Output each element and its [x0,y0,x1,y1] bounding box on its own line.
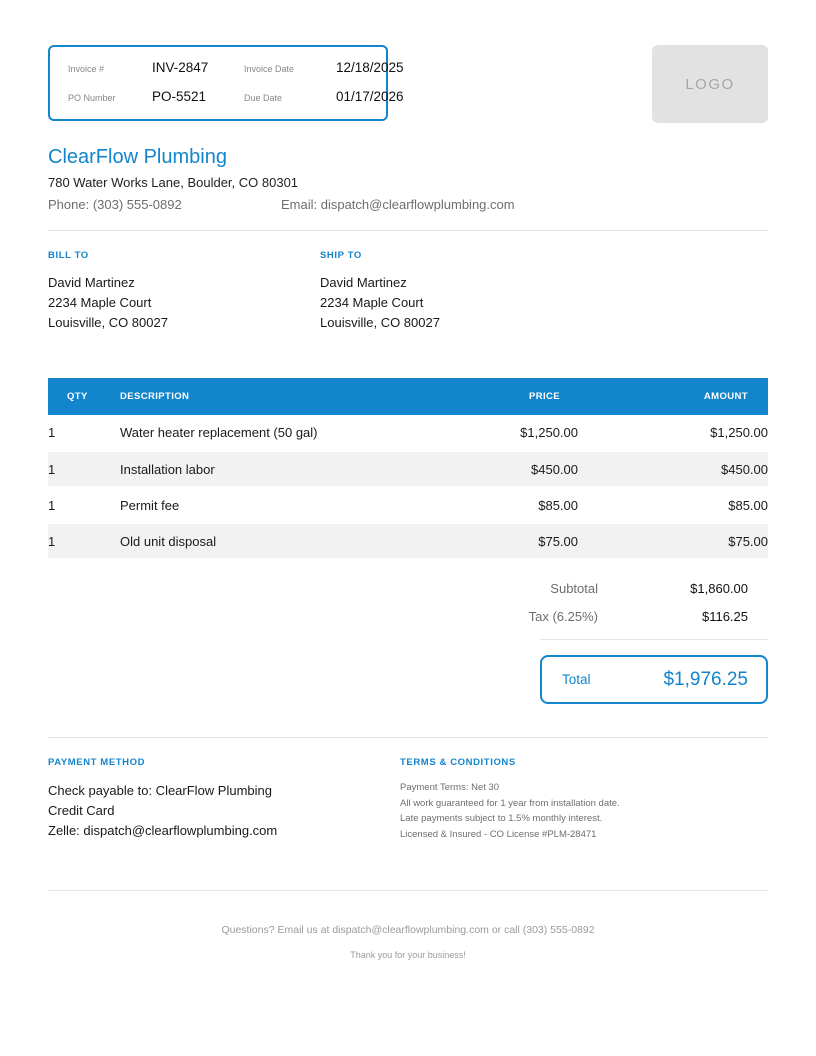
company-block [48,146,768,212]
due-date-value: 01/17/2026 [336,89,404,104]
company-contact [48,197,768,212]
ship-to-street: 2234 Maple Court [320,295,424,310]
invoice-date-label: Invoice Date [244,64,295,74]
bill-to-lines [48,273,320,333]
bill-to-block [48,250,320,333]
table-row [48,487,768,523]
divider-above-footer [48,890,768,891]
total-value: $1,976.25 [663,668,748,690]
payment-terms-section [48,757,768,842]
ship-to-city: Louisville, CO 80027 [320,315,440,330]
footer-contact-line: Questions? Email us at dispatch@clearflowplumbing.com or call (303) 555-0892 [221,924,595,936]
footer-thanks-line: Thank you for your business! [350,950,466,960]
total-label: Total [562,672,591,687]
table-row [48,451,768,487]
item-price: $75.00 [538,533,578,549]
payment-method-heading: PAYMENT METHOD [48,757,146,768]
invoice-header [48,45,768,123]
company-phone: Phone: (303) 555-0892 [48,197,182,212]
logo-text: LOGO [685,75,735,93]
ship-to-heading: SHIP TO [320,250,362,261]
column-header-price: PRICE [418,378,578,415]
parties-section [48,250,768,333]
bill-to-city: Louisville, CO 80027 [48,315,168,330]
invoice-number-label: Invoice # [68,64,105,74]
item-amount: $1,250.00 [710,425,768,440]
terms-block [400,757,620,842]
item-qty: 1 [48,461,56,477]
tax-value: $116.25 [701,609,748,624]
totals-section [48,581,768,704]
payment-line-credit-card: Credit Card [48,803,115,818]
payment-method-lines [48,781,400,841]
tax-row [488,609,768,624]
item-description: Installation labor [120,461,215,477]
ship-to-block [320,250,440,333]
po-number-label: PO Number [68,93,116,103]
payment-method-block [48,757,400,842]
terms-lines [400,780,620,842]
company-email: Email: dispatch@clearflowplumbing.com [281,197,515,212]
bill-to-heading: BILL TO [48,250,89,261]
item-price: $85.00 [538,497,578,513]
company-name: ClearFlow Plumbing [48,146,227,168]
ship-to-name: David Martinez [320,275,407,290]
items-table-header [48,378,768,415]
ship-to-lines [320,273,440,333]
terms-line-license: Licensed & Insured - CO License #PLM-28471 [400,828,597,840]
subtotal-row [488,581,768,596]
item-price: $450.00 [531,461,578,477]
item-qty: 1 [48,497,56,513]
column-header-qty: QTY [48,378,120,415]
invoice-footer [48,924,768,960]
invoice-meta-box [48,45,404,121]
item-qty: 1 [48,425,56,440]
terms-line-guarantee: All work guaranteed for 1 year from installation date. [400,797,620,809]
items-table [48,378,768,560]
divider-above-payment [48,737,768,738]
item-description: Water heater replacement (50 gal) [120,425,318,440]
totals-divider [540,639,768,640]
item-description: Permit fee [120,497,180,513]
divider-above-parties [48,230,768,231]
terms-line-net: Payment Terms: Net 30 [400,782,500,793]
item-amount: $450.00 [721,461,768,477]
subtotal-label: Subtotal [550,581,598,596]
terms-heading: TERMS & CONDITIONS [400,757,516,768]
item-qty: 1 [48,533,56,549]
item-amount: $85.00 [728,497,768,513]
subtotal-value: $1,860.00 [690,581,748,596]
column-header-description: DESCRIPTION [120,378,418,415]
terms-line-late: Late payments subject to 1.5% monthly interest. [400,813,603,824]
invoice-date-value: 12/18/2025 [336,60,404,75]
column-header-amount: AMOUNT [578,378,768,415]
logo-placeholder [652,45,768,123]
table-row [48,523,768,559]
due-date-label: Due Date [244,93,283,103]
invoice-number-value: INV-2847 [152,60,209,75]
invoice-meta-grid [68,60,404,104]
tax-label: Tax (6.25%) [528,609,598,624]
item-price: $1,250.00 [520,425,578,440]
table-row [48,415,768,451]
payment-line-zelle: Zelle: dispatch@clearflowplumbing.com [48,823,278,838]
company-address: 780 Water Works Lane, Boulder, CO 80301 [48,175,299,190]
item-description: Old unit disposal [120,533,217,549]
payment-line-check: Check payable to: ClearFlow Plumbing [48,783,272,798]
bill-to-street: 2234 Maple Court [48,295,152,310]
po-number-value: PO-5521 [152,89,207,104]
bill-to-name: David Martinez [48,275,135,290]
item-amount: $75.00 [728,533,768,549]
total-box [540,655,768,704]
